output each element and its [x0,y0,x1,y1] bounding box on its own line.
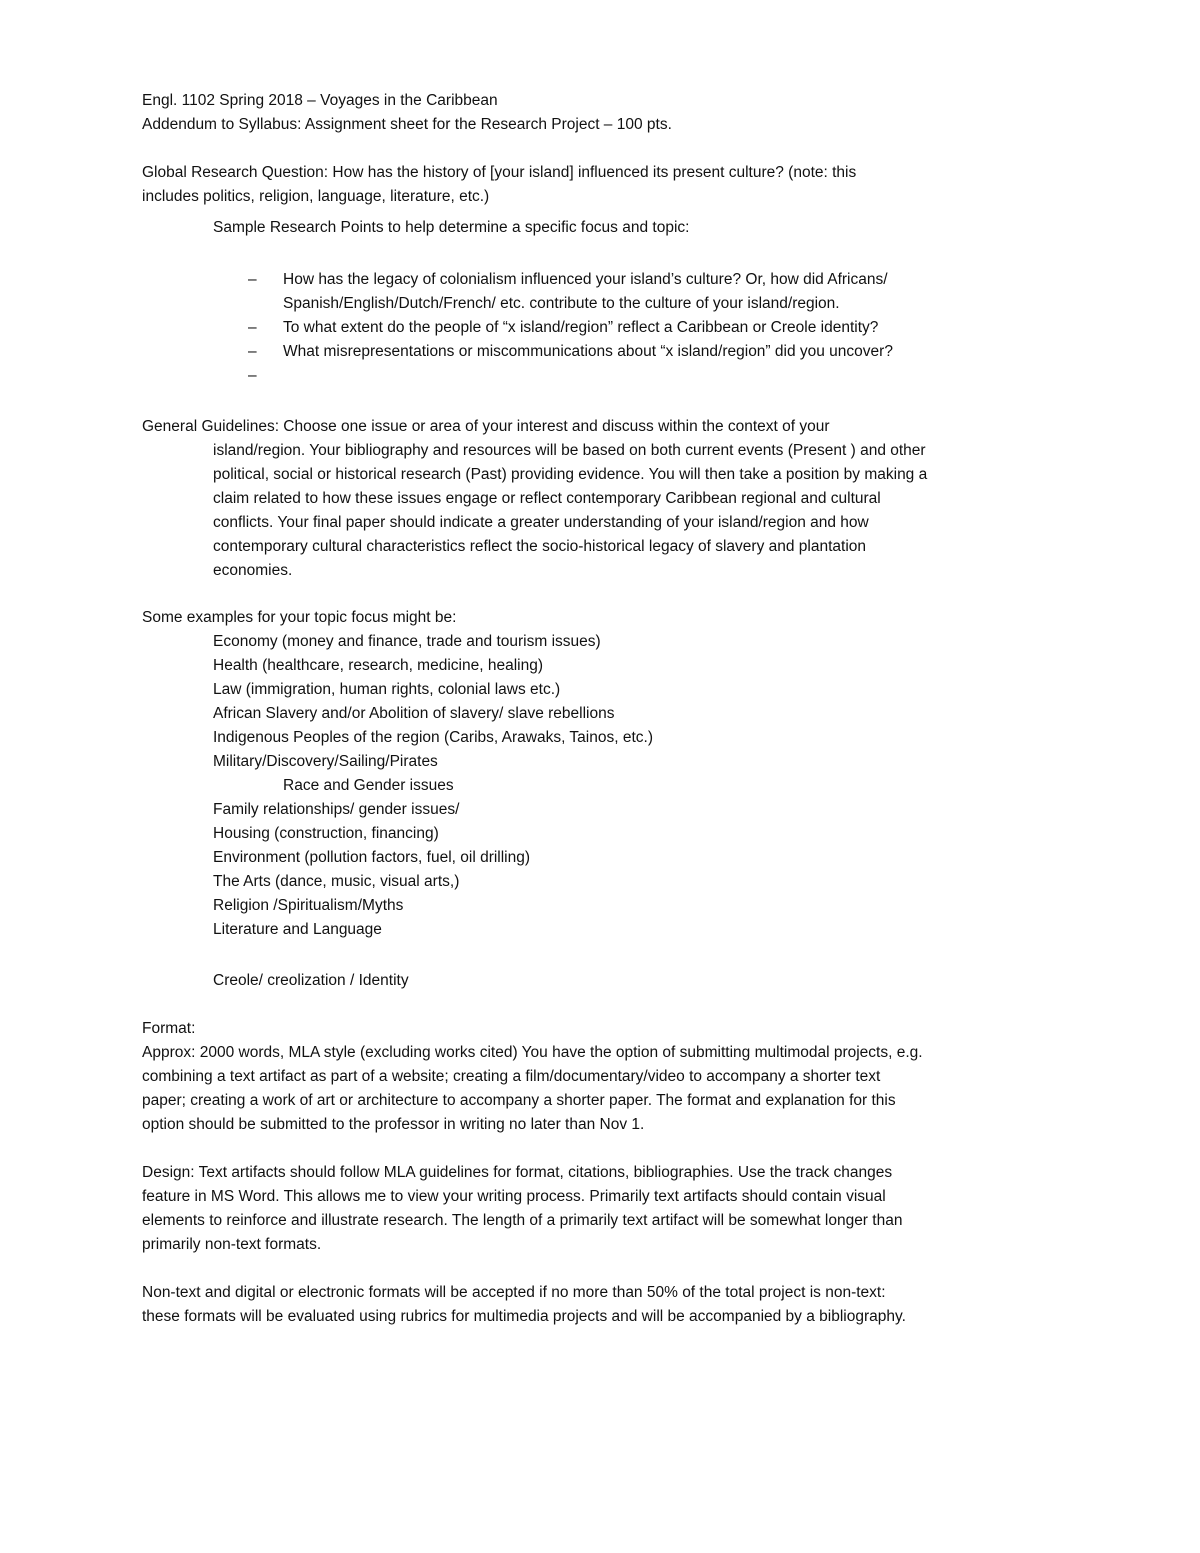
topic-item: Law (immigration, human rights, colonial laws etc.) [213,681,561,698]
bullet-dash: – [248,343,257,360]
guidelines-line: economies. [213,562,293,579]
topic-item: Family relationships/ gender issues/ [213,801,460,818]
guidelines-line: island/region. Your bibliography and resources will be based on both current events (Present ) and other [213,442,926,459]
topic-item: Economy (money and finance, trade and tourism issues) [213,633,601,650]
guidelines-line: General Guidelines: Choose one issue or area of your interest and discuss within the context of your [142,418,830,435]
design-line: feature in MS Word. This allows me to view your writing process. Primarily text artifacts should contain visual [142,1188,886,1205]
topic-item: Environment (pollution factors, fuel, oil drilling) [213,849,531,866]
format-heading: Format: [142,1020,196,1037]
bullet-dash: – [248,319,257,336]
course-title: Engl. 1102 Spring 2018 – Voyages in the Caribbean [142,92,498,109]
topic-item: Religion /Spiritualism/Myths [213,897,404,914]
list-item: How has the legacy of colonialism influenced your island’s culture? Or, how did Africans/ [283,271,888,288]
topic-item: The Arts (dance, music, visual arts,) [213,873,460,890]
guidelines-line: claim related to how these issues engage or reflect contemporary Caribbean regional and cultural [213,490,881,507]
list-item: What misrepresentations or miscommunications about “x island/region” did you uncover? [283,343,893,360]
format-line: option should be submitted to the professor in writing no later than Nov 1. [142,1116,645,1133]
topic-examples-heading: Some examples for your topic focus might be: [142,609,457,626]
guidelines-line: conflicts. Your final paper should indicate a greater understanding of your island/region and how [213,514,869,531]
topic-item: Military/Discovery/Sailing/Pirates [213,753,438,770]
global-question-line-1: Global Research Question: How has the history of [your island] influenced its present culture? (note: this [142,164,857,181]
non-text-line: Non-text and digital or electronic formats will be accepted if no more than 50% of the total project is non-text: [142,1284,886,1301]
non-text-line: these formats will be evaluated using rubrics for multimedia projects and will be accompanied by a bibliography. [142,1308,906,1325]
format-line: Approx: 2000 words, MLA style (excluding works cited) You have the option of submitting multimodal projects, e.g. [142,1044,923,1061]
sample-points-heading: Sample Research Points to help determine a specific focus and topic: [213,219,690,236]
guidelines-line: contemporary cultural characteristics reflect the socio-historical legacy of slavery and plantation [213,538,867,555]
topic-item: Health (healthcare, research, medicine, healing) [213,657,543,674]
bullet-dash: – [248,271,257,288]
format-line: paper; creating a work of art or architecture to accompany a shorter paper. The format and explanation for this [142,1092,896,1109]
list-item-continued: Spanish/English/Dutch/French/ etc. contribute to the culture of your island/region. [283,295,840,312]
topic-item: Creole/ creolization / Identity [213,972,409,989]
topic-item-indented: Race and Gender issues [283,777,454,794]
design-line: Design: Text artifacts should follow MLA guidelines for format, citations, bibliographies. Use the track changes [142,1164,893,1181]
topic-item: Indigenous Peoples of the region (Caribs, Arawaks, Tainos, etc.) [213,729,653,746]
guidelines-line: political, social or historical research (Past) providing evidence. You will then take a position by making a [213,466,928,483]
bullet-dash-empty: – [248,367,257,384]
topic-item: Housing (construction, financing) [213,825,439,842]
addendum-title: Addendum to Syllabus: Assignment sheet for the Research Project – 100 pts. [142,116,672,133]
design-line: elements to reinforce and illustrate research. The length of a primarily text artifact will be somewhat longer than [142,1212,903,1229]
design-line: primarily non-text formats. [142,1236,322,1253]
format-line: combining a text artifact as part of a website; creating a film/documentary/video to accompany a shorter text [142,1068,881,1085]
topic-item: African Slavery and/or Abolition of slavery/ slave rebellions [213,705,615,722]
global-question-line-2: includes politics, religion, language, literature, etc.) [142,188,490,205]
topic-item: Literature and Language [213,921,382,938]
list-item: To what extent do the people of “x island/region” reflect a Caribbean or Creole identity? [283,319,879,336]
